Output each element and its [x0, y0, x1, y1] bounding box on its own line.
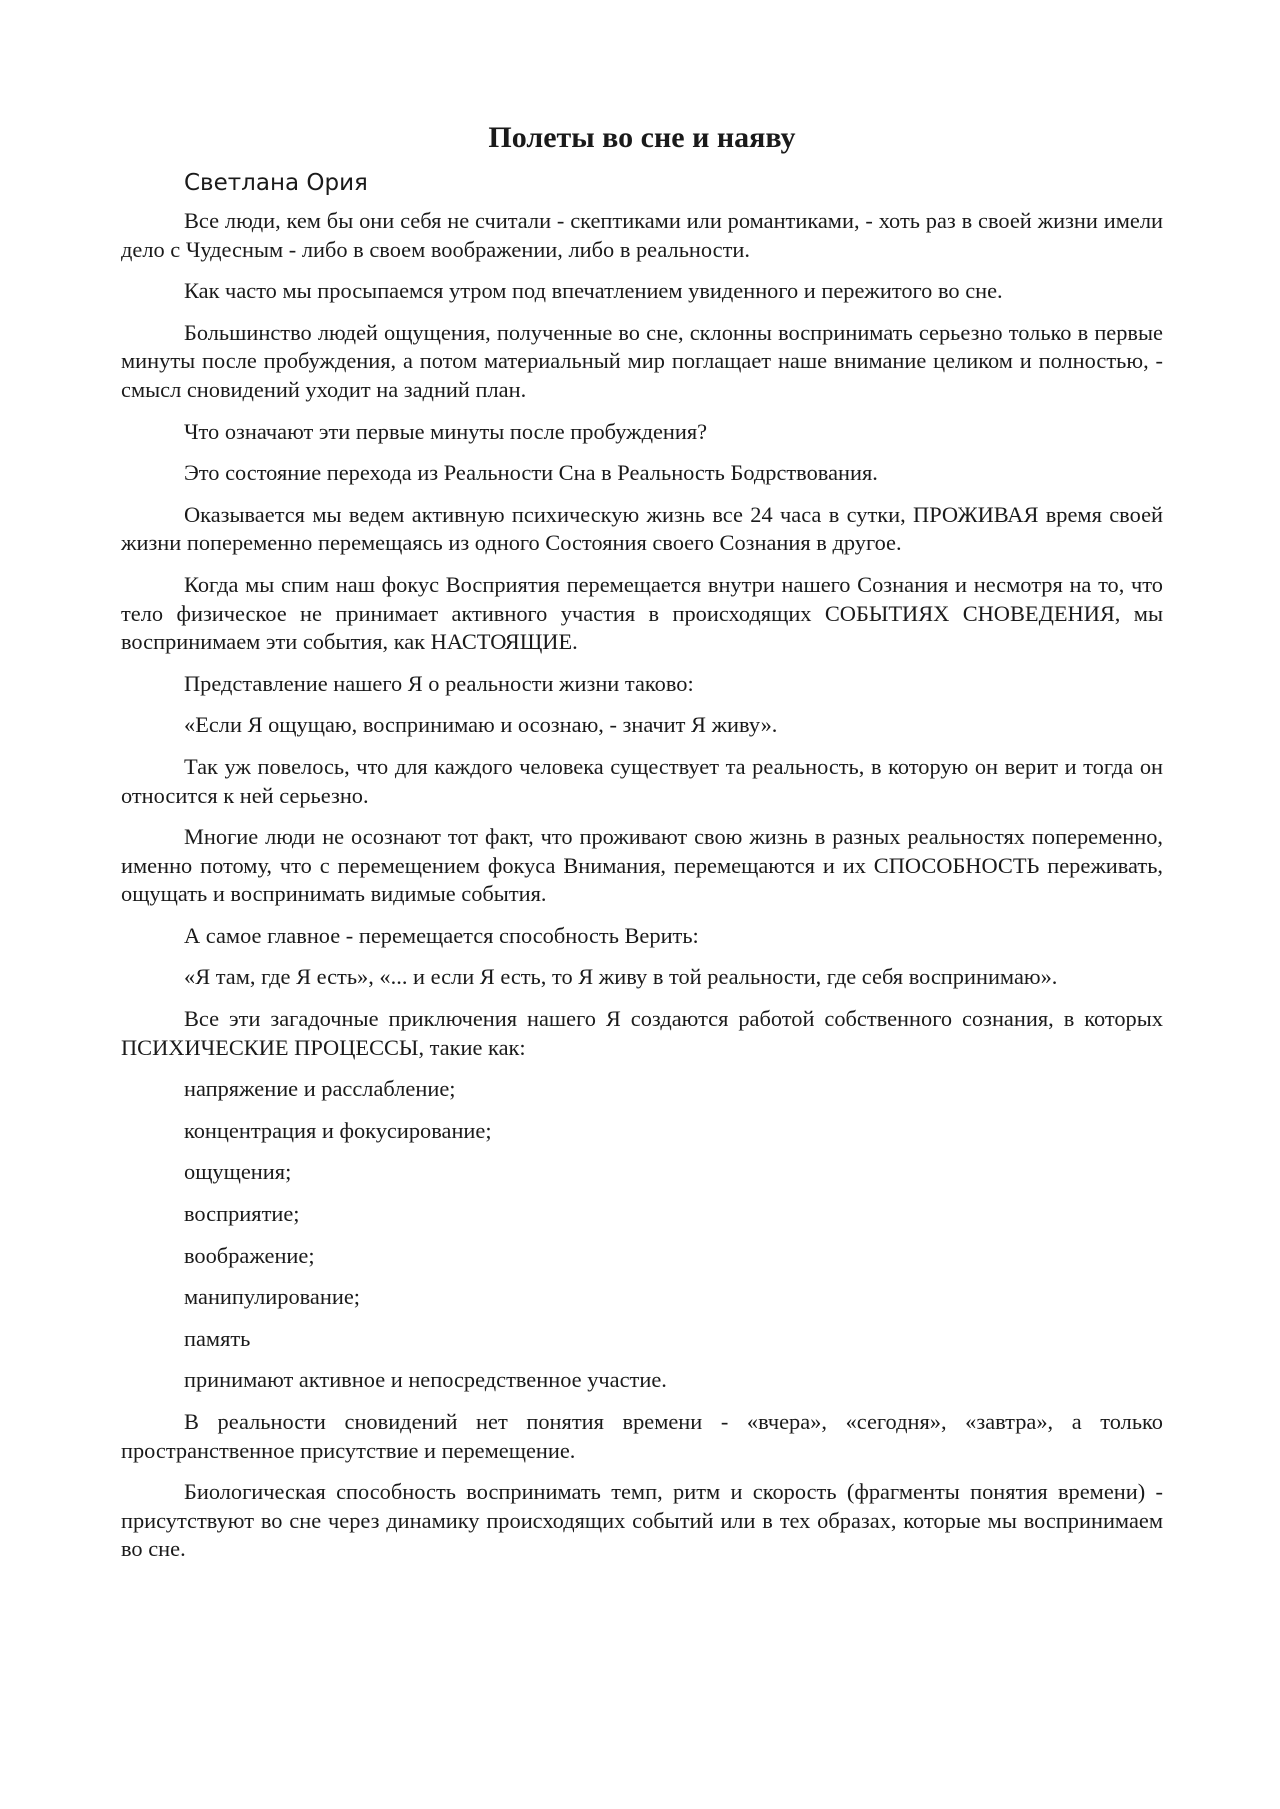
paragraph: Многие люди не осознают тот факт, что проживают свою жизнь в разных реальностях попеременно, именно потому, что с перемещением фокуса Внимания, перемещаются и их СПОСОБНОСТЬ переживать, ощущать и воспринимать видимые события. — [121, 824, 1163, 907]
list-item: манипулирование; — [184, 1284, 360, 1310]
paragraph: Когда мы спим наш фокус Восприятия перемещается внутри нашего Сознания и несмотря на то, что тело физическое не принимает активного участия в происходящих СОБЫТИЯХ СНОВЕДЕНИЯ, мы воспринимаем эти события, как НАСТОЯЩИЕ. — [121, 571, 1163, 655]
paragraph: «Если Я ощущаю, воспринимаю и осознаю, - значит Я живу». — [184, 712, 778, 738]
paragraph: Оказывается мы ведем активную психическую жизнь все 24 часа в сутки, ПРОЖИВАЯ время своей жизни попеременно перемещаясь из одного Состояния своего Сознания в другое. — [121, 501, 1163, 556]
document-body — [121, 120, 1163, 1577]
paragraph: В реальности сновидений нет понятия времени - «вчера», «сегодня», «завтра», а только пространственное присутствие и перемещение. — [121, 1409, 1163, 1463]
paragraph: Все эти загадочные приключения нашего Я создаются работой собственного сознания, в которых ПСИХИЧЕСКИЕ ПРОЦЕССЫ, такие как: — [121, 1006, 1163, 1060]
document-title: Полеты во сне и наяву — [488, 121, 796, 154]
list-item: память — [184, 1325, 251, 1351]
document-author: Светлана Ория — [184, 170, 368, 196]
paragraph: Представление нашего Я о реальности жизни таково: — [184, 670, 694, 696]
paragraphs-before-list — [121, 207, 1163, 1062]
paragraph: Большинство людей ощущения, полученные во сне, склонны воспринимать серьезно только в первые минуты после пробуждения, а потом материальный мир поглащает наше внимание целиком и полностью, - смысл сновидений уходит на задний план. — [121, 319, 1163, 402]
paragraph: Что означают эти первые минуты после пробуждения? — [184, 418, 708, 444]
paragraph: Биологическая способность воспринимать темп, ритм и скорость (фрагменты понятия времени) - присутствуют во сне через динамику происходящих событий или в тех образах, которые мы воспринимаем во сне. — [121, 1479, 1163, 1562]
paragraph: «Я там, где Я есть», «... и если Я есть, то Я живу в той реальности, где себя воспринимаю». — [184, 964, 1058, 990]
list-item: ощущения; — [184, 1159, 292, 1185]
list-item: концентрация и фокусирование; — [184, 1117, 492, 1143]
list-item: восприятие; — [184, 1201, 300, 1227]
paragraph: Как часто мы просыпаемся утром под впечатлением увиденного и пережитого во сне. — [184, 278, 1003, 304]
paragraph: А самое главное - перемещается способность Верить: — [184, 922, 699, 948]
process-list — [121, 1075, 1163, 1395]
list-item: воображение; — [184, 1242, 315, 1268]
paragraph: Так уж повелось, что для каждого человека существует та реальность, в которую он верит и тогда он относится к ней серьезно. — [121, 753, 1163, 808]
paragraphs-after-list — [121, 1408, 1163, 1564]
paragraph: Это состояние перехода из Реальности Сна в Реальность Бодрствования. — [184, 460, 878, 486]
paragraph: Все люди, кем бы они себя не считали - скептиками или романтиками, - хоть раз в своей жизни имели дело с Чудесным - либо в своем воображении, либо в реальности. — [121, 208, 1163, 262]
list-item: напряжение и расслабление; — [184, 1076, 456, 1102]
list-closing-line: принимают активное и непосредственное участие. — [184, 1367, 667, 1393]
